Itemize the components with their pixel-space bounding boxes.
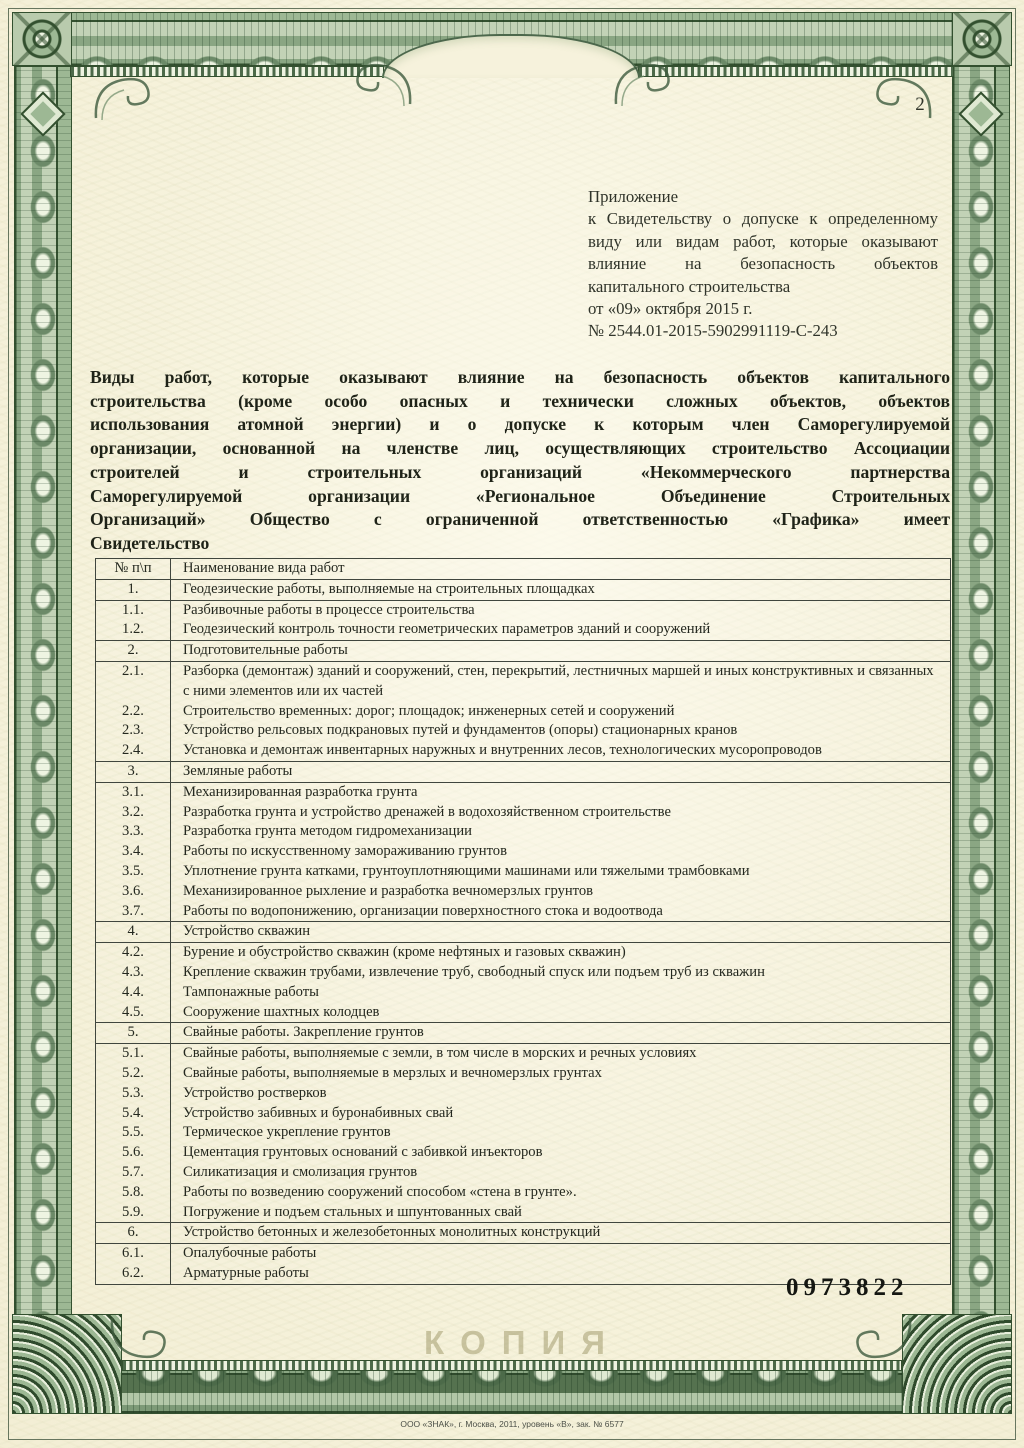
row-name-cell: Работы по искусственному замораживанию грунтов	[183, 843, 507, 860]
row-number-cell: 3.3.	[96, 822, 171, 842]
row-number-cell: 6.2.	[96, 1264, 171, 1284]
row-name-cell: Геодезический контроль точности геометрических параметров зданий и сооружений	[183, 621, 711, 638]
table-row	[96, 641, 950, 662]
row-number-cell: 5.1.	[96, 1044, 171, 1064]
iline-text: организации, основанной на членстве лиц, осуществляющих строительство Ассоциации	[90, 438, 950, 459]
row-name-cell: Устройство скважин	[183, 923, 311, 940]
table-row	[96, 762, 950, 783]
row-number-cell: 5.9.	[96, 1203, 171, 1223]
row-name-cell: Работы по водопонижению, организации поверхностного стока и водоотвода	[183, 902, 663, 919]
row-name-cell: Разработка грунта методом гидромеханизации	[183, 823, 472, 840]
row-number-cell: 4.2.	[96, 943, 171, 963]
row-number-cell: 1.2.	[96, 620, 171, 640]
row-number-cell: 4.5.	[96, 1003, 171, 1023]
row-name-cell: Разбивочные работы в процессе строительства	[183, 601, 475, 618]
row-number-cell: 3.5.	[96, 862, 171, 882]
table-row	[96, 1084, 950, 1104]
row-number-cell: 5.2.	[96, 1064, 171, 1084]
row-name-cell: Разборка (демонтаж) зданий и сооружений, стен, перекрытий, лестничных маршей и иных конструктивных и связанных с ними элементов или их частей	[183, 662, 934, 699]
scroll-flourish-icon	[612, 58, 674, 110]
row-name-cell: Геодезические работы, выполняемые на строительных площадках	[183, 580, 595, 597]
table-row	[96, 702, 950, 722]
row-name-cell: Устройство забивных и буронабивных свай	[183, 1104, 454, 1121]
row-name-cell: Уплотнение грунта катками, грунтоуплотняющими машинами или тяжелыми трамбовками	[183, 862, 750, 879]
iline-text: строительства (кроме особо опасных и технически сложных объектов, объектов	[90, 390, 950, 411]
row-name-cell: Механизированная разработка грунта	[183, 783, 418, 800]
scroll-flourish-icon	[92, 72, 154, 124]
row-number-cell: 5.4.	[96, 1104, 171, 1124]
table-row	[96, 620, 950, 641]
row-name-cell: Опалубочные работы	[183, 1245, 317, 1262]
table-row	[96, 922, 950, 943]
table-row	[96, 822, 950, 842]
work-types-table	[95, 558, 951, 1285]
row-number-cell: 4.4.	[96, 983, 171, 1003]
row-name-cell: Работы по возведению сооружений способом «стена в грунте».	[183, 1183, 577, 1200]
table-header-row	[96, 559, 950, 580]
page-number: 2	[915, 94, 925, 115]
printer-footer: ООО «ЗНАК», г. Москва, 2011, уровень «В», зак. № 6577	[400, 1419, 624, 1429]
iline-text: строителей и строительных организаций «Некоммерческого партнерства	[90, 461, 950, 482]
table-row	[96, 1203, 950, 1224]
column-header-name: Наименование вида работ	[183, 560, 345, 576]
table-row	[96, 1023, 950, 1044]
table-row	[96, 862, 950, 882]
iline-text: Свидетельство	[90, 532, 210, 553]
row-number-cell: 3.	[96, 762, 171, 782]
row-name-cell: Подготовительные работы	[183, 642, 348, 659]
row-number-cell: 1.1.	[96, 601, 171, 621]
row-name-cell: Термическое укрепление грунтов	[183, 1124, 391, 1141]
table-row	[96, 1104, 950, 1124]
row-name-cell: Бурение и обустройство скважин (кроме нефтяных и газовых скважин)	[183, 944, 626, 961]
table-row	[96, 1163, 950, 1183]
row-number-cell: 2.4.	[96, 741, 171, 761]
table-row	[96, 963, 950, 983]
table-row	[96, 882, 950, 902]
scroll-flourish-icon	[352, 58, 414, 110]
copy-watermark: КОПИЯ	[424, 1324, 621, 1361]
frame-corner-rosette-icon	[952, 12, 1012, 66]
row-number-cell: 1.	[96, 580, 171, 600]
work-types-table-body	[96, 580, 950, 1284]
row-number-cell: 4.3.	[96, 963, 171, 983]
row-name-cell: Разработка грунта и устройство дренажей в водохозяйственном строительстве	[183, 803, 671, 820]
row-number-cell: 4.	[96, 922, 171, 942]
table-row	[96, 721, 950, 741]
row-name-cell: Арматурные работы	[183, 1264, 309, 1281]
serial-number: 0973822	[786, 1274, 909, 1301]
table-row	[96, 741, 950, 762]
hline-text: влияние на безопасность объектов	[588, 254, 938, 274]
row-name-cell: Устройство ростверков	[183, 1084, 327, 1101]
row-number-cell: 3.1.	[96, 783, 171, 803]
table-row	[96, 1123, 950, 1143]
hline-text: к Свидетельству о допуске к определенному	[588, 209, 938, 229]
frame-corner-rosette-icon	[12, 12, 72, 66]
row-name-cell: Строительство временных: дорог; площадок; инженерных сетей и сооружений	[183, 702, 675, 719]
row-name-cell: Сооружение шахтных колодцев	[183, 1003, 380, 1020]
row-number-cell: 5.	[96, 1023, 171, 1043]
table-row	[96, 1064, 950, 1084]
row-number-cell: 2.2.	[96, 702, 171, 722]
table-row	[96, 842, 950, 862]
table-row	[96, 1044, 950, 1064]
hline-text: № 2544.01-2015-5902991119-С-243	[588, 321, 838, 341]
table-row	[96, 1003, 950, 1024]
hline-text: от «09» октября 2015 г.	[588, 299, 753, 319]
row-number-cell: 3.4.	[96, 842, 171, 862]
row-name-cell: Земляные работы	[183, 762, 293, 779]
row-number-cell: 3.7.	[96, 902, 171, 922]
table-row	[96, 803, 950, 823]
row-number-cell: 5.7.	[96, 1163, 171, 1183]
row-name-cell: Механизированное рыхление и разработка вечномерзлых грунтов	[183, 882, 594, 899]
table-row	[96, 1143, 950, 1163]
table-row	[96, 601, 950, 621]
row-name-cell: Погружение и подъем стальных и шпунтованных свай	[183, 1203, 522, 1220]
row-number-cell: 5.6.	[96, 1143, 171, 1163]
row-number-cell: 3.2.	[96, 803, 171, 823]
row-name-cell: Цементация грунтовых оснований с забивкой инъекторов	[183, 1144, 543, 1161]
iline-text: Саморегулируемой организации «Региональное Объединение Строительных	[90, 485, 950, 506]
frame-corner-fan-icon	[12, 1314, 122, 1414]
row-number-cell: 5.8.	[96, 1183, 171, 1203]
table-row	[96, 783, 950, 803]
row-number-cell: 2.	[96, 641, 171, 661]
row-number-cell: 3.6.	[96, 882, 171, 902]
row-number-cell: 5.3.	[96, 1084, 171, 1104]
intro-paragraph	[90, 366, 950, 556]
hline-text: виду или видам работ, которые оказывают	[588, 231, 938, 251]
table-row	[96, 943, 950, 963]
table-row	[96, 902, 950, 923]
iline-text: Организаций» Общество с ограниченной ответственностью «Графика» имеет	[90, 509, 950, 530]
table-row	[96, 1183, 950, 1203]
hline-text: Приложение	[588, 187, 679, 206]
hline-text: капитального строительства	[588, 276, 791, 296]
row-name-cell: Свайные работы. Закрепление грунтов	[183, 1024, 424, 1041]
table-row	[96, 662, 950, 702]
row-number-cell: 2.3.	[96, 721, 171, 741]
iline-text: использования атомной энергии) и о допуске к которым член Саморегулируемой	[90, 414, 950, 435]
frame-band-left	[14, 66, 72, 1360]
row-name-cell: Свайные работы, выполняемые в мерзлых и вечномерзлых грунтах	[183, 1064, 602, 1081]
row-name-cell: Крепление скважин трубами, извлечение труб, свободный спуск или подъем труб из скважин	[183, 963, 765, 980]
row-number-cell: 2.1.	[96, 662, 171, 702]
table-row	[96, 1244, 950, 1264]
table-row	[96, 983, 950, 1003]
row-name-cell: Установка и демонтаж инвентарных наружных и внутренних лесов, технологических мусоропроводов	[183, 742, 822, 759]
frame-corner-fan-icon	[902, 1314, 1012, 1414]
iline-text: Виды работ, которые оказывают влияние на безопасность объектов капитального	[90, 367, 950, 387]
row-name-cell: Свайные работы, выполняемые с земли, в том числе в морских и речных условиях	[183, 1045, 697, 1062]
row-number-cell: 6.	[96, 1223, 171, 1243]
row-number-cell: 6.1.	[96, 1244, 171, 1264]
table-row	[96, 1223, 950, 1244]
row-name-cell: Устройство рельсовых подкрановых путей и фундаментов (опоры) стационарных кранов	[183, 722, 738, 739]
frame-band-right	[952, 66, 1010, 1360]
row-name-cell: Силикатизация и смолизация грунтов	[183, 1163, 418, 1180]
row-name-cell: Устройство бетонных и железобетонных монолитных конструкций	[183, 1224, 601, 1241]
table-row	[96, 580, 950, 601]
column-header-num: № п\п	[96, 559, 171, 579]
appendix-header	[588, 186, 938, 343]
row-name-cell: Тампонажные работы	[183, 983, 319, 1000]
scroll-flourish-icon	[852, 1312, 914, 1364]
row-number-cell: 5.5.	[96, 1123, 171, 1143]
scroll-flourish-icon	[108, 1312, 170, 1364]
